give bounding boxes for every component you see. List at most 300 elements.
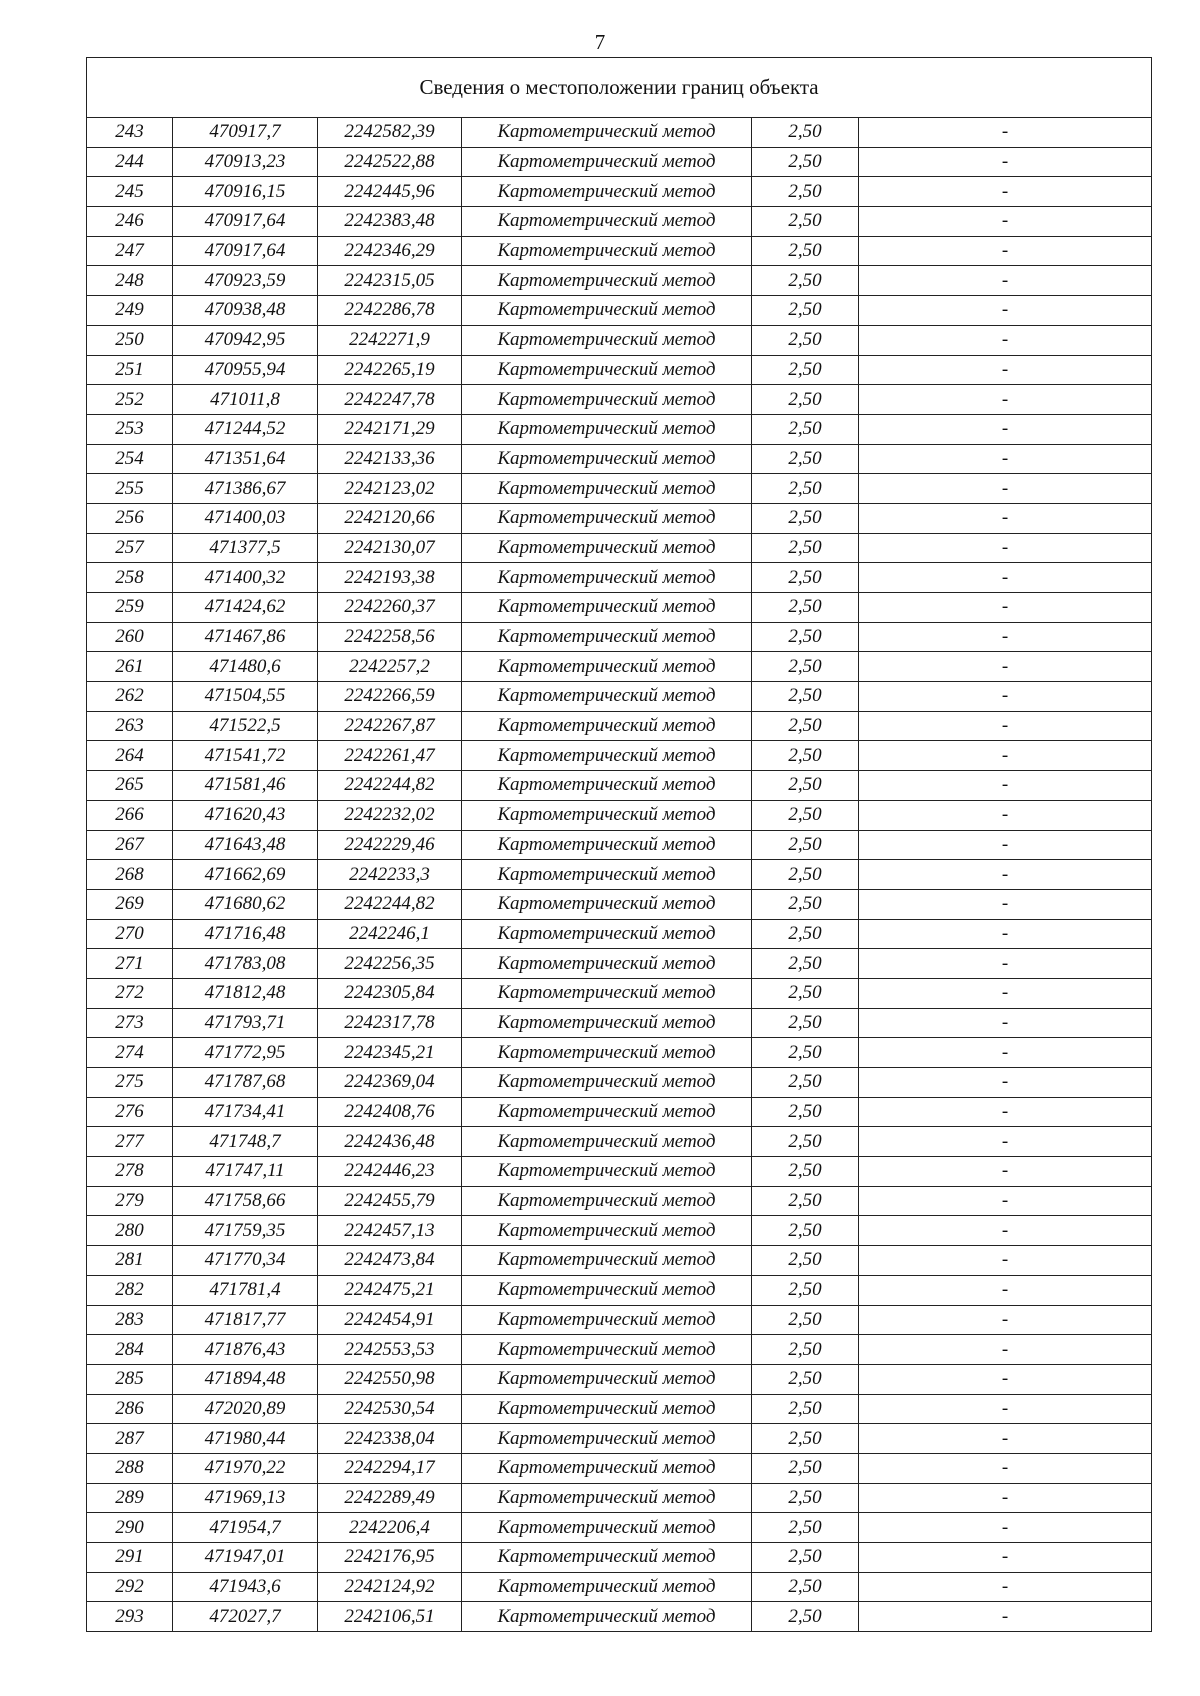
method-cell: Картометрический метод — [462, 474, 752, 504]
table-row — [87, 1394, 1152, 1424]
method-cell: Картометрический метод — [462, 800, 752, 830]
point-number-cell: 269 — [87, 889, 173, 919]
method-cell: Картометрический метод — [462, 207, 752, 237]
point-number-cell: 263 — [87, 711, 173, 741]
method-cell: Картометрический метод — [462, 1157, 752, 1187]
description-cell: - — [859, 1186, 1152, 1216]
description-cell: - — [859, 800, 1152, 830]
y-coordinate-cell: 2242232,02 — [318, 800, 462, 830]
table-row — [87, 1572, 1152, 1602]
point-number-cell: 287 — [87, 1424, 173, 1454]
point-number-cell: 255 — [87, 474, 173, 504]
y-coordinate-cell: 2242315,05 — [318, 266, 462, 296]
point-number-cell: 289 — [87, 1483, 173, 1513]
point-number-cell: 285 — [87, 1364, 173, 1394]
method-cell: Картометрический метод — [462, 622, 752, 652]
method-cell: Картометрический метод — [462, 1453, 752, 1483]
y-coordinate-cell: 2242289,49 — [318, 1483, 462, 1513]
table-row — [87, 1453, 1152, 1483]
table-row — [87, 741, 1152, 771]
table-row — [87, 889, 1152, 919]
table-row — [87, 474, 1152, 504]
description-cell: - — [859, 1305, 1152, 1335]
y-coordinate-cell: 2242383,48 — [318, 207, 462, 237]
method-cell: Картометрический метод — [462, 978, 752, 1008]
point-number-cell: 259 — [87, 593, 173, 623]
method-cell: Картометрический метод — [462, 711, 752, 741]
table-row — [87, 207, 1152, 237]
point-number-cell: 245 — [87, 177, 173, 207]
y-coordinate-cell: 2242445,96 — [318, 177, 462, 207]
method-cell: Картометрический метод — [462, 889, 752, 919]
description-cell: - — [859, 1335, 1152, 1365]
x-coordinate-cell: 471787,68 — [173, 1068, 318, 1098]
accuracy-cell: 2,50 — [752, 533, 859, 563]
x-coordinate-cell: 470916,15 — [173, 177, 318, 207]
table-row — [87, 533, 1152, 563]
y-coordinate-cell: 2242133,36 — [318, 444, 462, 474]
x-coordinate-cell: 471772,95 — [173, 1038, 318, 1068]
point-number-cell: 256 — [87, 503, 173, 533]
accuracy-cell: 2,50 — [752, 177, 859, 207]
point-number-cell: 261 — [87, 652, 173, 682]
point-number-cell: 243 — [87, 118, 173, 148]
description-cell: - — [859, 177, 1152, 207]
method-cell: Картометрический метод — [462, 236, 752, 266]
description-cell: - — [859, 1127, 1152, 1157]
table-row — [87, 1424, 1152, 1454]
method-cell: Картометрический метод — [462, 1216, 752, 1246]
point-number-cell: 267 — [87, 830, 173, 860]
description-cell: - — [859, 533, 1152, 563]
table-row — [87, 1483, 1152, 1513]
method-cell: Картометрический метод — [462, 1186, 752, 1216]
point-number-cell: 276 — [87, 1097, 173, 1127]
accuracy-cell: 2,50 — [752, 266, 859, 296]
method-cell: Картометрический метод — [462, 593, 752, 623]
table-title: Сведения о местоположении границ объекта — [87, 58, 1152, 118]
method-cell: Картометрический метод — [462, 325, 752, 355]
method-cell: Картометрический метод — [462, 949, 752, 979]
y-coordinate-cell: 2242475,21 — [318, 1275, 462, 1305]
x-coordinate-cell: 470917,64 — [173, 207, 318, 237]
method-cell: Картометрический метод — [462, 919, 752, 949]
description-cell: - — [859, 207, 1152, 237]
accuracy-cell: 2,50 — [752, 1246, 859, 1276]
x-coordinate-cell: 471758,66 — [173, 1186, 318, 1216]
accuracy-cell: 2,50 — [752, 622, 859, 652]
y-coordinate-cell: 2242265,19 — [318, 355, 462, 385]
point-number-cell: 292 — [87, 1572, 173, 1602]
description-cell: - — [859, 385, 1152, 415]
accuracy-cell: 2,50 — [752, 1572, 859, 1602]
accuracy-cell: 2,50 — [752, 207, 859, 237]
method-cell: Картометрический метод — [462, 1572, 752, 1602]
description-cell: - — [859, 1364, 1152, 1394]
point-number-cell: 286 — [87, 1394, 173, 1424]
table-row — [87, 593, 1152, 623]
x-coordinate-cell: 471812,48 — [173, 978, 318, 1008]
accuracy-cell: 2,50 — [752, 444, 859, 474]
point-number-cell: 252 — [87, 385, 173, 415]
point-number-cell: 257 — [87, 533, 173, 563]
method-cell: Картометрический метод — [462, 414, 752, 444]
y-coordinate-cell: 2242229,46 — [318, 830, 462, 860]
x-coordinate-cell: 470913,23 — [173, 147, 318, 177]
table-row — [87, 919, 1152, 949]
table-row — [87, 949, 1152, 979]
point-number-cell: 253 — [87, 414, 173, 444]
accuracy-cell: 2,50 — [752, 1305, 859, 1335]
accuracy-cell: 2,50 — [752, 563, 859, 593]
y-coordinate-cell: 2242244,82 — [318, 889, 462, 919]
x-coordinate-cell: 471783,08 — [173, 949, 318, 979]
method-cell: Картометрический метод — [462, 1394, 752, 1424]
description-cell: - — [859, 682, 1152, 712]
accuracy-cell: 2,50 — [752, 1483, 859, 1513]
point-number-cell: 272 — [87, 978, 173, 1008]
point-number-cell: 265 — [87, 771, 173, 801]
table-row — [87, 355, 1152, 385]
point-number-cell: 275 — [87, 1068, 173, 1098]
x-coordinate-cell: 471759,35 — [173, 1216, 318, 1246]
accuracy-cell: 2,50 — [752, 325, 859, 355]
accuracy-cell: 2,50 — [752, 711, 859, 741]
y-coordinate-cell: 2242261,47 — [318, 741, 462, 771]
accuracy-cell: 2,50 — [752, 652, 859, 682]
y-coordinate-cell: 2242130,07 — [318, 533, 462, 563]
table-row — [87, 177, 1152, 207]
method-cell: Картометрический метод — [462, 1364, 752, 1394]
x-coordinate-cell: 471351,64 — [173, 444, 318, 474]
x-coordinate-cell: 471894,48 — [173, 1364, 318, 1394]
x-coordinate-cell: 471541,72 — [173, 741, 318, 771]
y-coordinate-cell: 2242345,21 — [318, 1038, 462, 1068]
method-cell: Картометрический метод — [462, 1068, 752, 1098]
description-cell: - — [859, 1216, 1152, 1246]
description-cell: - — [859, 474, 1152, 504]
point-number-cell: 270 — [87, 919, 173, 949]
method-cell: Картометрический метод — [462, 741, 752, 771]
method-cell: Картометрический метод — [462, 652, 752, 682]
method-cell: Картометрический метод — [462, 503, 752, 533]
y-coordinate-cell: 2242258,56 — [318, 622, 462, 652]
method-cell: Картометрический метод — [462, 771, 752, 801]
description-cell: - — [859, 1068, 1152, 1098]
table-row — [87, 118, 1152, 148]
table-row — [87, 147, 1152, 177]
accuracy-cell: 2,50 — [752, 1127, 859, 1157]
point-number-cell: 271 — [87, 949, 173, 979]
accuracy-cell: 2,50 — [752, 355, 859, 385]
point-number-cell: 262 — [87, 682, 173, 712]
accuracy-cell: 2,50 — [752, 771, 859, 801]
method-cell: Картометрический метод — [462, 1335, 752, 1365]
table-row — [87, 771, 1152, 801]
table-row — [87, 1543, 1152, 1573]
accuracy-cell: 2,50 — [752, 118, 859, 148]
accuracy-cell: 2,50 — [752, 830, 859, 860]
accuracy-cell: 2,50 — [752, 474, 859, 504]
table-row — [87, 711, 1152, 741]
x-coordinate-cell: 470938,48 — [173, 296, 318, 326]
y-coordinate-cell: 2242260,37 — [318, 593, 462, 623]
table-row — [87, 622, 1152, 652]
description-cell: - — [859, 1157, 1152, 1187]
description-cell: - — [859, 1543, 1152, 1573]
y-coordinate-cell: 2242408,76 — [318, 1097, 462, 1127]
table-row — [87, 1602, 1152, 1632]
y-coordinate-cell: 2242454,91 — [318, 1305, 462, 1335]
table-row — [87, 1038, 1152, 1068]
table-row — [87, 266, 1152, 296]
x-coordinate-cell: 471980,44 — [173, 1424, 318, 1454]
method-cell: Картометрический метод — [462, 1424, 752, 1454]
table-row — [87, 1513, 1152, 1543]
point-number-cell: 290 — [87, 1513, 173, 1543]
description-cell: - — [859, 147, 1152, 177]
method-cell: Картометрический метод — [462, 147, 752, 177]
method-cell: Картометрический метод — [462, 1602, 752, 1632]
accuracy-cell: 2,50 — [752, 414, 859, 444]
y-coordinate-cell: 2242193,38 — [318, 563, 462, 593]
method-cell: Картометрический метод — [462, 1513, 752, 1543]
table-row — [87, 1157, 1152, 1187]
description-cell: - — [859, 1275, 1152, 1305]
boundary-coordinates-table — [86, 57, 1152, 1632]
table-row — [87, 1246, 1152, 1276]
description-cell: - — [859, 355, 1152, 385]
method-cell: Картометрический метод — [462, 355, 752, 385]
method-cell: Картометрический метод — [462, 1246, 752, 1276]
method-cell: Картометрический метод — [462, 296, 752, 326]
accuracy-cell: 2,50 — [752, 1068, 859, 1098]
table-row — [87, 414, 1152, 444]
method-cell: Картометрический метод — [462, 1483, 752, 1513]
point-number-cell: 254 — [87, 444, 173, 474]
table-row — [87, 1127, 1152, 1157]
x-coordinate-cell: 471770,34 — [173, 1246, 318, 1276]
x-coordinate-cell: 472027,7 — [173, 1602, 318, 1632]
point-number-cell: 284 — [87, 1335, 173, 1365]
y-coordinate-cell: 2242457,13 — [318, 1216, 462, 1246]
table-row — [87, 503, 1152, 533]
description-cell: - — [859, 1453, 1152, 1483]
accuracy-cell: 2,50 — [752, 1097, 859, 1127]
point-number-cell: 279 — [87, 1186, 173, 1216]
description-cell: - — [859, 978, 1152, 1008]
point-number-cell: 260 — [87, 622, 173, 652]
table-row — [87, 1216, 1152, 1246]
description-cell: - — [859, 741, 1152, 771]
y-coordinate-cell: 2242317,78 — [318, 1008, 462, 1038]
table-title-row — [87, 58, 1152, 118]
method-cell: Картометрический метод — [462, 533, 752, 563]
method-cell: Картометрический метод — [462, 1275, 752, 1305]
x-coordinate-cell: 471734,41 — [173, 1097, 318, 1127]
table-row — [87, 1305, 1152, 1335]
point-number-cell: 247 — [87, 236, 173, 266]
y-coordinate-cell: 2242267,87 — [318, 711, 462, 741]
x-coordinate-cell: 470955,94 — [173, 355, 318, 385]
y-coordinate-cell: 2242553,53 — [318, 1335, 462, 1365]
table-row — [87, 1186, 1152, 1216]
accuracy-cell: 2,50 — [752, 1038, 859, 1068]
y-coordinate-cell: 2242266,59 — [318, 682, 462, 712]
method-cell: Картометрический метод — [462, 682, 752, 712]
x-coordinate-cell: 470923,59 — [173, 266, 318, 296]
x-coordinate-cell: 471386,67 — [173, 474, 318, 504]
description-cell: - — [859, 1394, 1152, 1424]
y-coordinate-cell: 2242171,29 — [318, 414, 462, 444]
table-row — [87, 385, 1152, 415]
x-coordinate-cell: 471400,03 — [173, 503, 318, 533]
point-number-cell: 268 — [87, 860, 173, 890]
description-cell: - — [859, 830, 1152, 860]
y-coordinate-cell: 2242271,9 — [318, 325, 462, 355]
table-row — [87, 325, 1152, 355]
x-coordinate-cell: 471377,5 — [173, 533, 318, 563]
method-cell: Картометрический метод — [462, 1543, 752, 1573]
table-row — [87, 978, 1152, 1008]
x-coordinate-cell: 470942,95 — [173, 325, 318, 355]
accuracy-cell: 2,50 — [752, 949, 859, 979]
accuracy-cell: 2,50 — [752, 741, 859, 771]
y-coordinate-cell: 2242530,54 — [318, 1394, 462, 1424]
accuracy-cell: 2,50 — [752, 1394, 859, 1424]
point-number-cell: 251 — [87, 355, 173, 385]
point-number-cell: 244 — [87, 147, 173, 177]
y-coordinate-cell: 2242473,84 — [318, 1246, 462, 1276]
y-coordinate-cell: 2242582,39 — [318, 118, 462, 148]
x-coordinate-cell: 471467,86 — [173, 622, 318, 652]
description-cell: - — [859, 1602, 1152, 1632]
method-cell: Картометрический метод — [462, 118, 752, 148]
method-cell: Картометрический метод — [462, 860, 752, 890]
x-coordinate-cell: 471969,13 — [173, 1483, 318, 1513]
description-cell: - — [859, 593, 1152, 623]
accuracy-cell: 2,50 — [752, 385, 859, 415]
description-cell: - — [859, 771, 1152, 801]
y-coordinate-cell: 2242446,23 — [318, 1157, 462, 1187]
description-cell: - — [859, 414, 1152, 444]
point-number-cell: 280 — [87, 1216, 173, 1246]
description-cell: - — [859, 325, 1152, 355]
y-coordinate-cell: 2242455,79 — [318, 1186, 462, 1216]
description-cell: - — [859, 860, 1152, 890]
x-coordinate-cell: 471504,55 — [173, 682, 318, 712]
description-cell: - — [859, 622, 1152, 652]
point-number-cell: 248 — [87, 266, 173, 296]
table-row — [87, 563, 1152, 593]
point-number-cell: 278 — [87, 1157, 173, 1187]
y-coordinate-cell: 2242338,04 — [318, 1424, 462, 1454]
y-coordinate-cell: 2242305,84 — [318, 978, 462, 1008]
method-cell: Картометрический метод — [462, 1008, 752, 1038]
point-number-cell: 246 — [87, 207, 173, 237]
accuracy-cell: 2,50 — [752, 1602, 859, 1632]
accuracy-cell: 2,50 — [752, 1216, 859, 1246]
accuracy-cell: 2,50 — [752, 978, 859, 1008]
accuracy-cell: 2,50 — [752, 1364, 859, 1394]
accuracy-cell: 2,50 — [752, 1424, 859, 1454]
point-number-cell: 293 — [87, 1602, 173, 1632]
x-coordinate-cell: 471680,62 — [173, 889, 318, 919]
x-coordinate-cell: 471747,11 — [173, 1157, 318, 1187]
y-coordinate-cell: 2242286,78 — [318, 296, 462, 326]
method-cell: Картометрический метод — [462, 1305, 752, 1335]
x-coordinate-cell: 471947,01 — [173, 1543, 318, 1573]
point-number-cell: 282 — [87, 1275, 173, 1305]
accuracy-cell: 2,50 — [752, 1186, 859, 1216]
x-coordinate-cell: 470917,64 — [173, 236, 318, 266]
x-coordinate-cell: 471970,22 — [173, 1453, 318, 1483]
table-row — [87, 682, 1152, 712]
x-coordinate-cell: 471244,52 — [173, 414, 318, 444]
table-row — [87, 652, 1152, 682]
point-number-cell: 274 — [87, 1038, 173, 1068]
point-number-cell: 291 — [87, 1543, 173, 1573]
method-cell: Картометрический метод — [462, 444, 752, 474]
description-cell: - — [859, 266, 1152, 296]
accuracy-cell: 2,50 — [752, 1275, 859, 1305]
method-cell: Картометрический метод — [462, 1127, 752, 1157]
x-coordinate-cell: 471620,43 — [173, 800, 318, 830]
description-cell: - — [859, 711, 1152, 741]
x-coordinate-cell: 471781,4 — [173, 1275, 318, 1305]
y-coordinate-cell: 2242436,48 — [318, 1127, 462, 1157]
x-coordinate-cell: 470917,7 — [173, 118, 318, 148]
y-coordinate-cell: 2242244,82 — [318, 771, 462, 801]
table-row — [87, 1008, 1152, 1038]
table-row — [87, 236, 1152, 266]
point-number-cell: 258 — [87, 563, 173, 593]
y-coordinate-cell: 2242124,92 — [318, 1572, 462, 1602]
accuracy-cell: 2,50 — [752, 860, 859, 890]
x-coordinate-cell: 471817,77 — [173, 1305, 318, 1335]
accuracy-cell: 2,50 — [752, 1543, 859, 1573]
method-cell: Картометрический метод — [462, 266, 752, 296]
table-row — [87, 1097, 1152, 1127]
accuracy-cell: 2,50 — [752, 236, 859, 266]
y-coordinate-cell: 2242123,02 — [318, 474, 462, 504]
x-coordinate-cell: 471748,7 — [173, 1127, 318, 1157]
accuracy-cell: 2,50 — [752, 1453, 859, 1483]
x-coordinate-cell: 471522,5 — [173, 711, 318, 741]
accuracy-cell: 2,50 — [752, 889, 859, 919]
description-cell: - — [859, 1513, 1152, 1543]
y-coordinate-cell: 2242346,29 — [318, 236, 462, 266]
description-cell: - — [859, 1572, 1152, 1602]
x-coordinate-cell: 471011,8 — [173, 385, 318, 415]
y-coordinate-cell: 2242176,95 — [318, 1543, 462, 1573]
description-cell: - — [859, 296, 1152, 326]
accuracy-cell: 2,50 — [752, 593, 859, 623]
table-row — [87, 860, 1152, 890]
y-coordinate-cell: 2242206,4 — [318, 1513, 462, 1543]
y-coordinate-cell: 2242256,35 — [318, 949, 462, 979]
x-coordinate-cell: 471943,6 — [173, 1572, 318, 1602]
description-cell: - — [859, 919, 1152, 949]
accuracy-cell: 2,50 — [752, 1513, 859, 1543]
table-row — [87, 1275, 1152, 1305]
description-cell: - — [859, 652, 1152, 682]
x-coordinate-cell: 471793,71 — [173, 1008, 318, 1038]
description-cell: - — [859, 1246, 1152, 1276]
description-cell: - — [859, 1038, 1152, 1068]
accuracy-cell: 2,50 — [752, 800, 859, 830]
method-cell: Картометрический метод — [462, 830, 752, 860]
